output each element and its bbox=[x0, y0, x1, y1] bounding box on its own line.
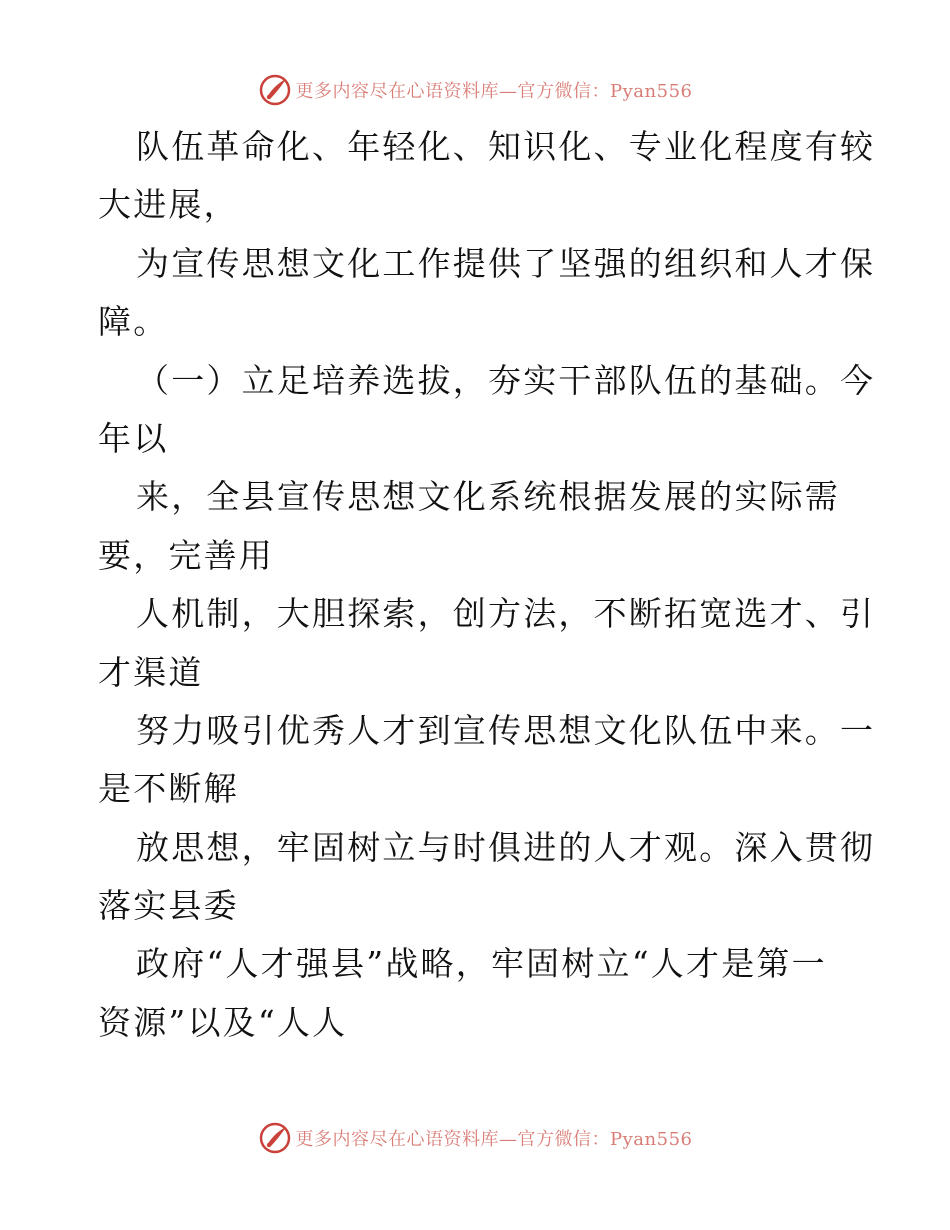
document-body bbox=[98, 118, 876, 1052]
paragraph-line: 大进展， bbox=[98, 185, 239, 225]
paragraph-line: 人机制，大胆探索，创方法，不断拓宽选才、引 bbox=[136, 594, 876, 634]
watermark-text: 更多内容尽在心语资料库—官方微信：Pyan556 bbox=[295, 81, 693, 102]
paragraph-line: 政府“人才强县”战略，牢固树立“人才是第一 bbox=[136, 944, 827, 984]
paragraph-line: 障。 bbox=[98, 302, 169, 342]
paragraph-line: 要，完善用 bbox=[98, 535, 274, 575]
header-watermark bbox=[0, 70, 950, 110]
watermark-text: 更多内容尽在心语资料库—官方微信：Pyan556 bbox=[295, 1129, 693, 1150]
brush-logo-icon bbox=[258, 73, 292, 107]
paragraph-line: 队伍革命化、年轻化、知识化、专业化程度有较 bbox=[136, 127, 876, 166]
paragraph-line: 来，全县宣传思想文化系统根据发展的实际需 bbox=[136, 477, 840, 517]
footer-watermark bbox=[0, 1118, 950, 1158]
paragraph-line: 努力吸引优秀人才到宣传思想文化队伍中来。一 bbox=[136, 710, 876, 750]
paragraph-line: 落实县委 bbox=[98, 886, 239, 926]
paragraph-line: 资源”以及“人人 bbox=[98, 1002, 348, 1042]
paragraph-line: 为宣传思想文化工作提供了坚强的组织和人才保 bbox=[136, 243, 876, 283]
paragraph-line: 年以 bbox=[98, 418, 169, 458]
paragraph-line: （一）立足培养选拔，夯实干部队伍的基础。今 bbox=[136, 360, 876, 400]
paragraph-line: 放思想，牢固树立与时俱进的人才观。深入贯彻 bbox=[136, 827, 876, 867]
brush-logo-icon bbox=[258, 1121, 292, 1155]
paragraph-line: 是不断解 bbox=[98, 769, 239, 809]
paragraph-line: 才渠道 bbox=[98, 652, 204, 692]
